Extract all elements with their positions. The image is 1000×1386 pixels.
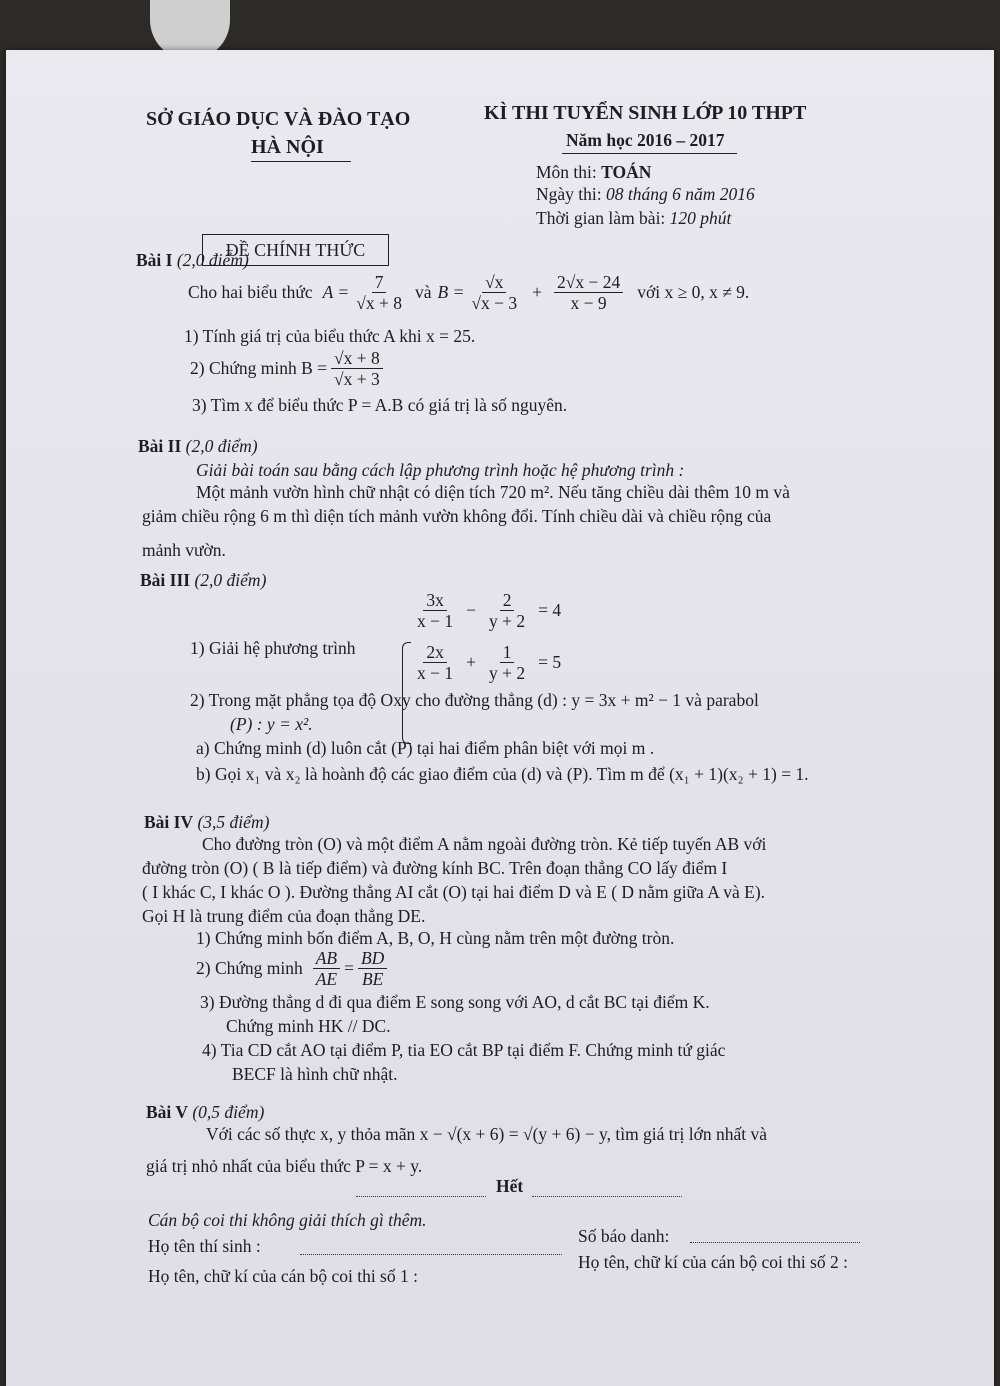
bai4-p2: đường tròn (O) ( B là tiếp điểm) và đường kính BC. Trên đoạn thẳng CO lấy điểm I [142, 858, 728, 878]
bai3-q2-parabola: (P) : y = x². [230, 714, 313, 734]
eq1-frac2 [486, 590, 528, 631]
eq2-n2: 1 [500, 642, 515, 663]
school-year: Năm học 2016 – 2017 [566, 130, 725, 150]
eq2-n1: 2x [423, 642, 447, 663]
eq1-op: − [466, 600, 476, 621]
bai4-q2-frac1 [313, 948, 340, 989]
expr-b-num2: 2√x − 24 [554, 272, 623, 293]
eq1-d2: y + 2 [489, 611, 526, 632]
bai2-title: Bài II [138, 436, 182, 456]
bai4-q1: 1) Chứng minh bốn điểm A, B, O, H cùng nằm trên một đường tròn. [196, 928, 675, 948]
bai2-points: (2,0 điểm) [185, 436, 258, 456]
eq2-op: + [466, 652, 476, 673]
exam-date: 08 tháng 6 năm 2016 [606, 184, 755, 204]
exam-title: KÌ THI TUYỂN SINH LỚP 10 THPT [484, 102, 807, 124]
subject: TOÁN [601, 162, 652, 182]
bai4-q2 [196, 948, 391, 989]
eq2-frac2 [486, 642, 528, 683]
equation-1 [410, 590, 561, 631]
bai5-points: (0,5 điểm) [192, 1102, 265, 1122]
exam-paper [6, 50, 994, 1386]
eq1-frac1 [414, 590, 456, 631]
expr-a-lhs: A = [322, 282, 350, 303]
bai2-intro: Giải bài toán sau bằng cách lập phương trình hoặc hệ phương trình : [196, 460, 685, 480]
eq1-n2: 2 [500, 590, 515, 611]
duration: 120 phút [669, 208, 732, 228]
proctor-note: Cán bộ coi thi không giải thích gì thêm. [148, 1210, 427, 1230]
end-dots-right [532, 1184, 682, 1202]
bai3-heading [140, 570, 266, 591]
bai1-q2-num: √x + 8 [331, 348, 383, 369]
bai4-q2-eq: = [344, 958, 354, 979]
bai4-q2-text: 2) Chứng minh [196, 958, 303, 979]
expr-b-num1: √x [482, 272, 506, 293]
bai1-q2-den: √x + 3 [334, 369, 380, 390]
end-dots-right-line [532, 1196, 682, 1197]
bai4-p1: Cho đường tròn (O) và một điểm A nằm ngoài đường tròn. Kẻ tiếp tuyến AB với [202, 834, 767, 854]
duration-line [536, 208, 731, 229]
bai3-q2: 2) Trong mặt phẳng tọa độ Oxy cho đường thẳng (d) : y = 3x + m² − 1 và parabol [190, 690, 759, 710]
candidate-number-field [690, 1230, 860, 1248]
date-line [536, 184, 755, 205]
subject-line [536, 162, 651, 183]
bai4-title: Bài IV [144, 812, 194, 832]
bai4-q2-n2: BD [358, 948, 387, 969]
bai4-q2-n1: AB [313, 948, 340, 969]
and-word: và [414, 282, 432, 303]
bai4-q4a: 4) Tia CD cắt AO tại điểm P, tia EO cắt BP tại điểm F. Chứng minh tứ giác [202, 1040, 726, 1060]
bai3-points: (2,0 điểm) [194, 570, 267, 590]
candidate-number-dots [690, 1242, 860, 1243]
eq2-d1: x − 1 [417, 663, 454, 684]
student-name-dots [300, 1254, 562, 1255]
expr-a-fraction [353, 272, 405, 313]
eq1-rhs: = 4 [538, 600, 562, 621]
bai4-heading [144, 812, 269, 833]
bai3-title: Bài III [140, 570, 191, 590]
bai3-q2b: b) Gọi x₁ và x₂ là hoành độ các giao điểm của (d) và (P). Tìm m để (x₁ + 1)(x₂ + 1) = 1. [196, 764, 809, 784]
year-underline [562, 153, 737, 154]
bai3-q2a: a) Chứng minh (d) luôn cắt (P) tại hai điểm phân biệt với mọi m . [196, 738, 655, 758]
end-marker: Hết [496, 1176, 524, 1196]
bai1-intro-line [188, 272, 749, 313]
bai1-q3: 3) Tìm x để biểu thức P = A.B có giá trị là số nguyên. [192, 395, 568, 415]
bai2-line3: mảnh vườn. [142, 540, 226, 560]
proctor1-label: Họ tên, chữ kí của cán bộ coi thi số 1 : [148, 1266, 418, 1286]
duration-label: Thời gian làm bài: [536, 208, 670, 228]
bai1-q2 [190, 348, 387, 389]
expr-b-den1: √x − 3 [471, 293, 518, 314]
candidate-number-label: Số báo danh: [578, 1226, 670, 1246]
end-dots-left [356, 1184, 486, 1202]
bai4-p3: ( I khác C, I khác O ). Đường thẳng AI cắt (O) tại hai điểm D và E ( D nằm giữa A và E). [142, 882, 766, 902]
eq1-n1: 3x [423, 590, 447, 611]
bai2-line1: Một mảnh vườn hình chữ nhật có diện tích 720 m². Nếu tăng chiều dài thêm 10 m và [196, 482, 790, 502]
student-name-field [300, 1242, 562, 1260]
eq2-d2: y + 2 [489, 663, 526, 684]
condition: với x ≥ 0, x ≠ 9. [637, 282, 750, 303]
bai5-heading [146, 1102, 264, 1123]
eq2-rhs: = 5 [538, 652, 562, 673]
subject-label: Môn thi: [536, 162, 602, 182]
bai4-q3a: 3) Đường thẳng d đi qua điểm E song song với AO, d cắt BC tại điểm K. [200, 992, 710, 1012]
end-dots-left-line [356, 1196, 486, 1197]
plus-sign: + [532, 282, 542, 303]
student-name-label: Họ tên thí sinh : [148, 1236, 261, 1256]
bai1-title: Bài I [136, 250, 173, 270]
city-underline [251, 161, 351, 162]
bai5-line2: giá trị nhỏ nhất của biểu thức P = x + y. [146, 1156, 423, 1176]
bai4-q2-d1: AE [315, 969, 338, 990]
bai4-q4b: BECF là hình chữ nhật. [232, 1064, 398, 1084]
bai1-points: (2,0 điểm) [176, 250, 249, 270]
equation-2 [410, 642, 561, 683]
bai1-intro: Cho hai biểu thức [188, 282, 313, 303]
official-box: ĐỀ CHÍNH THỨC [202, 234, 389, 266]
bai1-q2-fraction [331, 348, 383, 389]
bai5-line1: Với các số thực x, y thỏa mãn x − √(x + 6) = √(y + 6) − y, tìm giá trị lớn nhất và [206, 1124, 767, 1144]
bai4-q2-frac2 [358, 948, 387, 989]
eq1-d1: x − 1 [417, 611, 454, 632]
expr-b-fraction-1 [468, 272, 520, 313]
expr-b-lhs: B = [437, 282, 465, 303]
date-label: Ngày thi: [536, 184, 606, 204]
bai5-title: Bài V [146, 1102, 188, 1122]
expr-a-num: 7 [372, 272, 387, 293]
bai1-q1: 1) Tính giá trị của biểu thức A khi x = 25. [184, 326, 476, 346]
bai1-heading [136, 250, 249, 271]
expr-a-den: √x + 8 [356, 293, 402, 314]
bai3-q1: 1) Giải hệ phương trình [190, 638, 356, 658]
expr-b-fraction-2 [554, 272, 623, 313]
department-title: SỞ GIÁO DỤC VÀ ĐÀO TẠO [146, 108, 411, 130]
bai4-q3b: Chứng minh HK // DC. [226, 1016, 391, 1036]
bai4-points: (3,5 điểm) [197, 812, 270, 832]
eq2-frac1 [414, 642, 456, 683]
city-title: HÀ NỘI [251, 136, 324, 158]
bai2-line2: giảm chiều rộng 6 m thì diện tích mảnh vườn không đổi. Tính chiều dài và chiều rộng của [142, 506, 772, 526]
bai4-p4: Gọi H là trung điểm của đoạn thẳng DE. [142, 906, 426, 926]
bai2-heading [138, 436, 258, 457]
proctor2-label: Họ tên, chữ kí của cán bộ coi thi số 2 : [578, 1252, 848, 1272]
expr-b-den2: x − 9 [570, 293, 607, 314]
bai4-q2-d2: BE [361, 969, 384, 990]
bai1-q2-text: 2) Chứng minh B = [190, 358, 328, 379]
